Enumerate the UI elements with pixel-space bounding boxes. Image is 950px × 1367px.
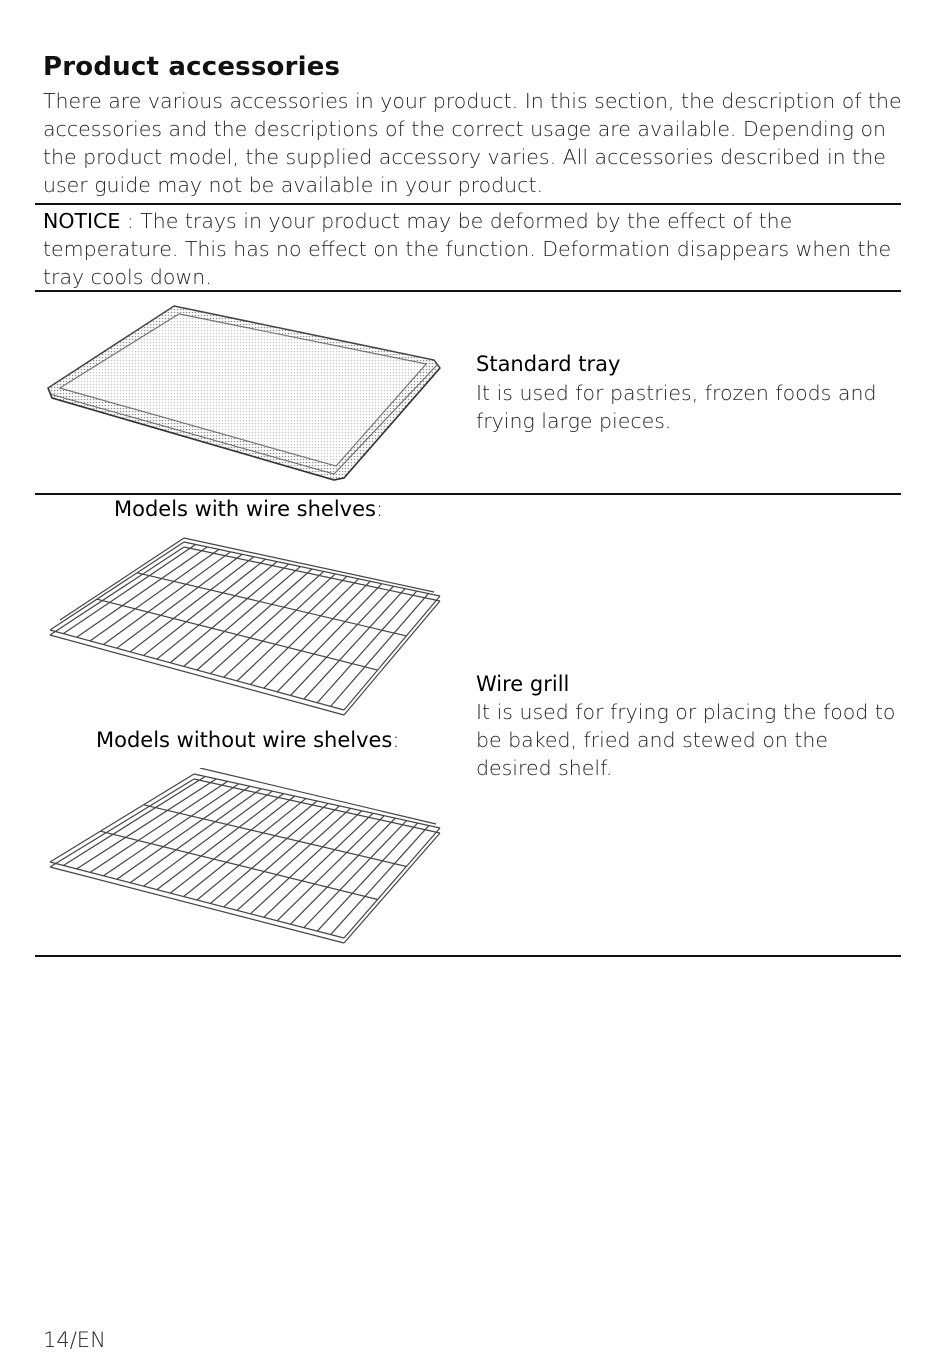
notice-paragraph: [43, 207, 903, 291]
grill-wire: [197, 801, 317, 900]
divider: [35, 493, 901, 495]
grill-frame: [344, 833, 440, 943]
divider: [35, 955, 901, 957]
grill-wire: [197, 569, 312, 670]
page-title: Product accessories: [43, 52, 341, 82]
notice-label: NOTICE: [43, 209, 121, 233]
wire-grill-title: Wire grill: [476, 672, 570, 696]
grill-wire: [184, 567, 301, 667]
wire-grill-description: It is used for frying or placing the food to be baked, fried and stewed on the desired shelf.: [476, 700, 896, 780]
grill-wire: [210, 571, 323, 673]
wire-grill-without-shelves-illustration: [44, 768, 446, 944]
grill-wire: [331, 826, 429, 935]
grill-wire: [250, 811, 361, 914]
grill-wire: [170, 796, 294, 893]
grill-wire: [291, 586, 394, 695]
divider: [35, 290, 901, 292]
grill-wire: [63, 544, 195, 633]
grill-wire: [103, 552, 230, 645]
divider: [35, 203, 901, 205]
grill-wire: [317, 823, 417, 931]
grill-wire: [224, 574, 336, 677]
grill-wire: [90, 549, 219, 641]
grill-frame: [50, 635, 344, 715]
grill-crossbar: [137, 573, 406, 636]
grill-wire: [77, 547, 208, 637]
grill-frame: [344, 596, 440, 710]
grill-frame: [344, 828, 440, 938]
grill-crossbar: [100, 831, 377, 899]
variant-label-without-shelves: Models without wire shelves:: [96, 728, 400, 752]
notice-text: : The trays in your product may be deformed by the effect of the temperature. This has no effect on the function. Deformation disappears when the tray cools down.: [43, 209, 892, 289]
page-number: 14/EN: [43, 1328, 106, 1352]
wire-grill-with-shelves-illustration: [44, 536, 446, 716]
grill-wire: [157, 794, 284, 890]
grill-frame: [50, 542, 184, 630]
baking-tray-illustration: [44, 302, 446, 484]
grill-wire: [264, 813, 373, 917]
grill-wire: [130, 557, 254, 652]
grill-wire: [237, 808, 350, 910]
intro-paragraph: There are various accessories in your product. In this section, the description of the accessories and the descriptions of the correct usage are available. Depending on the product model, the supplied accessory varies. All accessories described in the user guide may not be available in your product.: [43, 89, 902, 197]
grill-frame: [50, 779, 194, 867]
grill-frame: [50, 867, 344, 943]
grill-wire: [184, 799, 306, 897]
grill-wire: [331, 594, 429, 707]
standard-tray-title: Standard tray: [476, 352, 621, 376]
grill-wire: [117, 554, 242, 648]
standard-tray-description: It is used for pastries, frozen foods and frying large pieces.: [476, 381, 877, 433]
variant-label-with-shelves: Models with wire shelves:: [114, 497, 384, 521]
grill-wire: [277, 816, 384, 921]
grill-wire: [237, 576, 347, 681]
grill-wire: [304, 589, 405, 699]
